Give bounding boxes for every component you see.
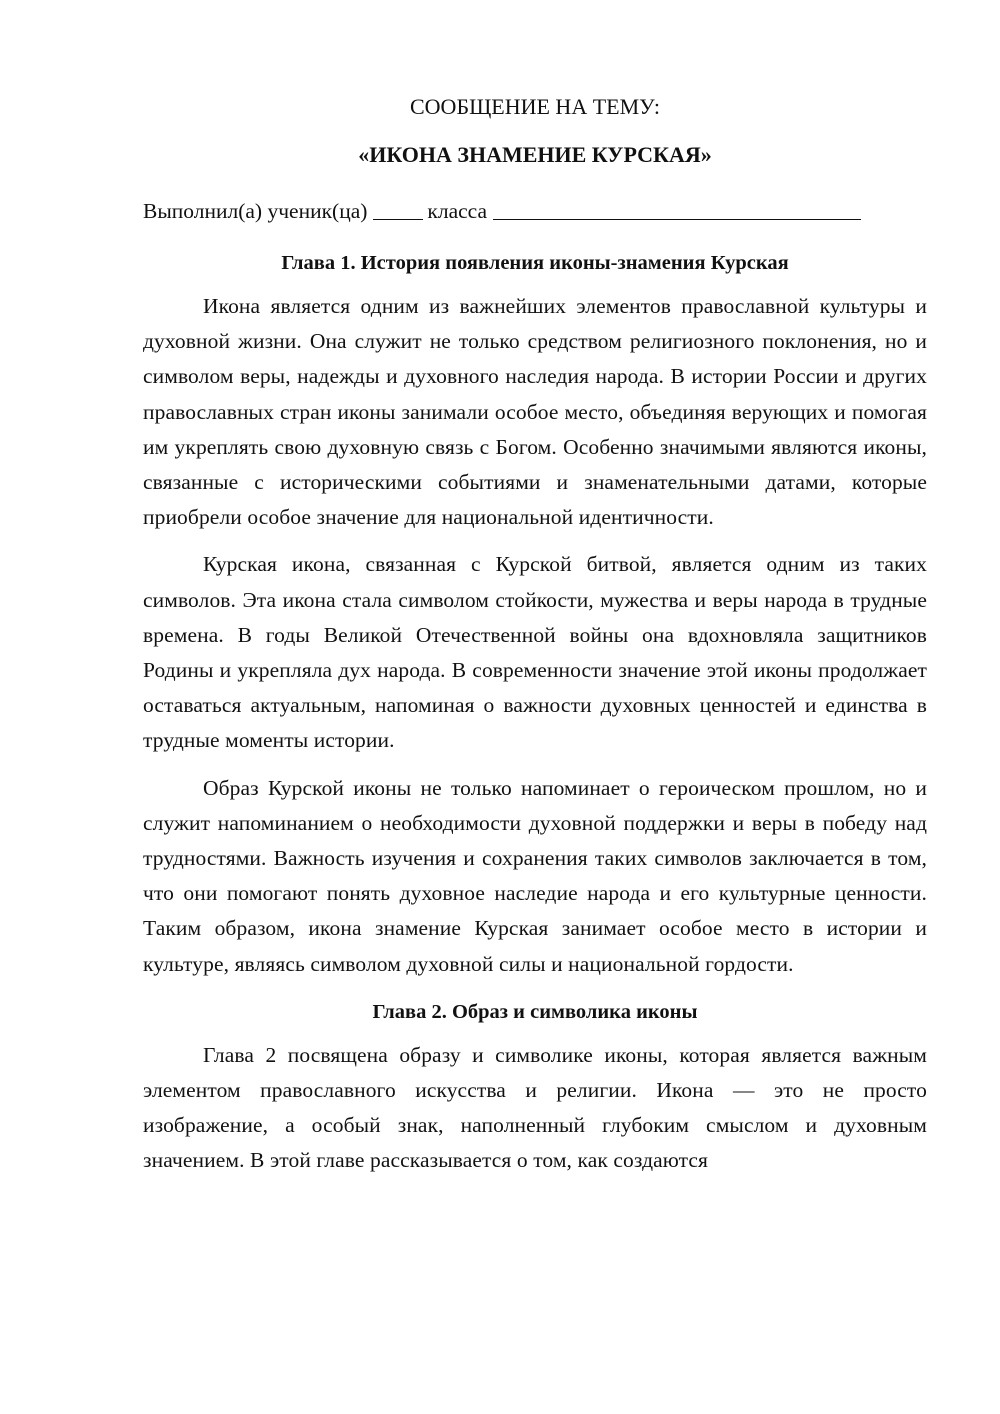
class-number-blank	[373, 199, 423, 220]
chapter-1-paragraph: Курская икона, связанная с Курской битвой, является одним из таких символов. Эта икона стала символом стойкости, мужества и веры народа в трудные времена. В годы Великой Отечественной войны она вдохновляла защитников Родины и укрепляла дух народа. В современности значение этой иконы продолжает оставаться актуальным, напоминая о важности духовных ценностей и единства в трудные моменты истории.	[143, 552, 927, 753]
chapter-2-heading: Глава 2. Образ и символика иконы	[372, 1000, 698, 1023]
report-title-line: СООБЩЕНИЕ НА ТЕМУ:	[410, 94, 660, 119]
chapter-1-paragraph: Икона является одним из важнейших элементов православной культуры и духовной жизни. Она служит не только средством религиозного поклонения, но и символом веры, надежды и духовного наследия народа. В истории России и других православных стран иконы занимали особое место, объединяя верующих и помогая им укреплять свою духовную связь с Богом. Особенно значимыми являются иконы, связанные с историческими событиями и знаменательными датами, которые приобрели особое значение для национальной идентичности.	[143, 294, 927, 530]
student-label: Выполнил(а) ученик(ца)	[143, 199, 368, 223]
chapter-1-heading: Глава 1. История появления иконы-знамения Курская	[281, 252, 789, 274]
class-label: класса	[427, 199, 488, 223]
student-name-blank	[493, 199, 861, 220]
chapter-2-paragraph: Глава 2 посвящена образу и символике иконы, которая является важным элементом православного искусства и религии. Икона — это не просто изображение, а особый знак, наполненный глубоким смыслом и духовным значением. В этой главе рассказывается о том, как создаются	[143, 1042, 927, 1173]
report-topic-title: «ИКОНА ЗНАМЕНИЕ КУРСКАЯ»	[358, 142, 712, 167]
student-info-line	[143, 197, 927, 225]
chapter-1-paragraph: Образ Курской иконы не только напоминает о героическом прошлом, но и служит напоминанием о необходимости духовной поддержки и веры в победу над трудностями. Важность изучения и сохранения таких символов заключается в том, что они помогают понять духовное наследие народа и его культурные ценности. Таким образом, икона знамение Курская занимает особое место в истории и культуре, являясь символом духовной силы и национальной гордости.	[143, 775, 927, 976]
